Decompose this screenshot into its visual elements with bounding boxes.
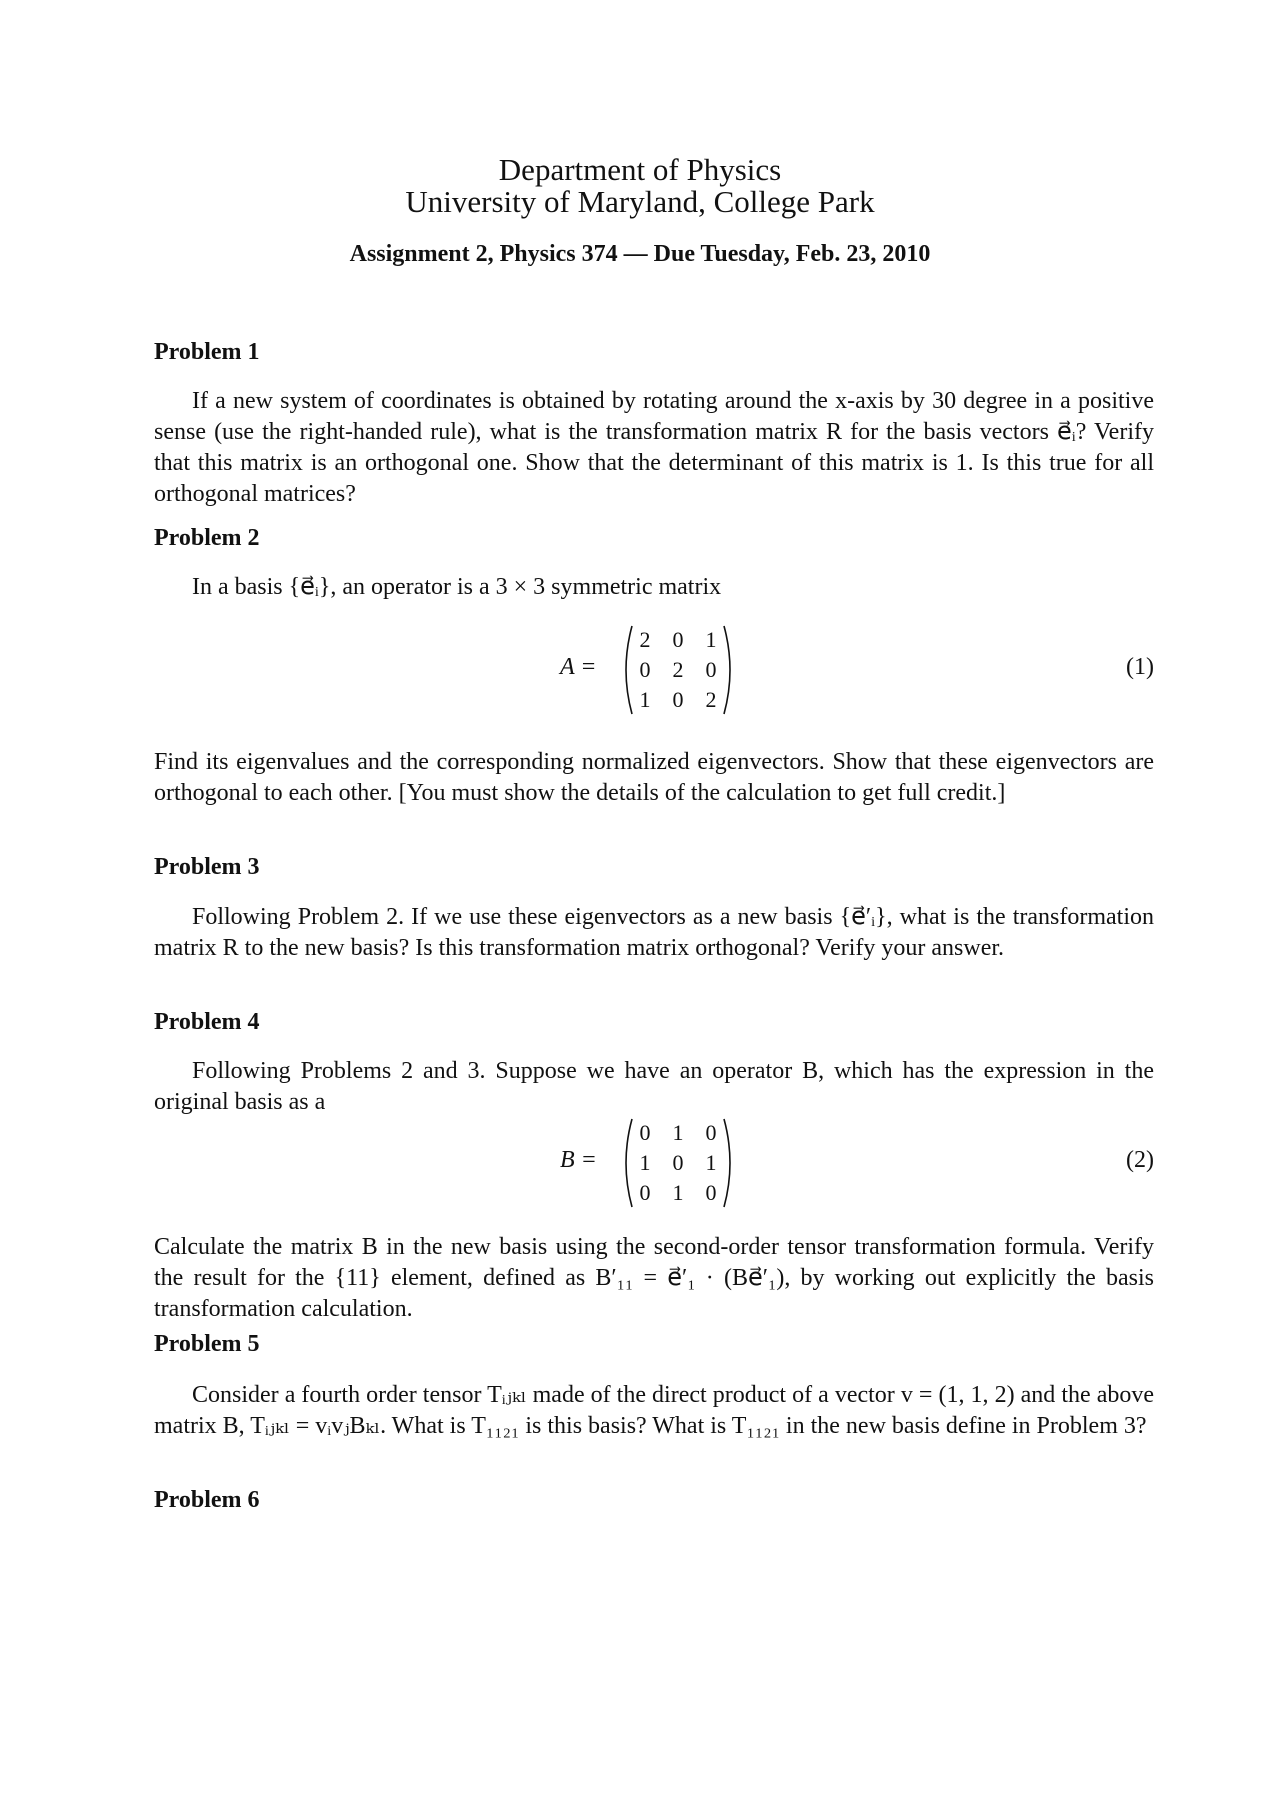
- matrix-b-label: B =: [560, 1147, 597, 1173]
- matrix-a-cell: 2: [705, 687, 717, 712]
- problem-1-heading: Problem 1: [154, 339, 260, 365]
- problem-2-heading: Problem 2: [154, 525, 260, 551]
- matrix-a-cell: 0: [672, 627, 684, 652]
- matrix-b-cell: 0: [705, 1180, 717, 1205]
- problem-6-heading: Problem 6: [154, 1487, 260, 1513]
- problem-2-intro: In a basis {e⃗ᵢ}, an operator is a 3 × 3 symmetric matrix: [192, 574, 722, 600]
- equation-1: [0, 620, 1280, 720]
- matrix-b: [618, 1115, 738, 1211]
- university-title: University of Maryland, College Park: [405, 184, 875, 219]
- problem-5-heading: Problem 5: [154, 1331, 260, 1357]
- problem-2-text: Find its eigenvalues and the corresponding normalized eigenvectors. Show that these eigenvectors are orthogonal to each other. [You must show the details of the calculation to get full credit.]: [154, 749, 1154, 806]
- matrix-a-cell: 0: [639, 657, 651, 682]
- problem-3-text: Following Problem 2. If we use these eigenvectors as a new basis {e⃗′ᵢ}, what is the transformation matrix R to the new basis? Is this transformation matrix orthogonal? Verify your answer.: [154, 904, 1154, 961]
- assignment-line: Assignment 2, Physics 374 — Due Tuesday, Feb. 23, 2010: [349, 241, 931, 267]
- equation-2: [0, 1113, 1280, 1213]
- problem-4-heading: Problem 4: [154, 1009, 260, 1035]
- department-title: Department of Physics: [498, 152, 782, 187]
- matrix-a-cell: 2: [639, 627, 651, 652]
- matrix-b-cell: 0: [672, 1150, 684, 1175]
- matrix-b-cell: 1: [705, 1150, 717, 1175]
- matrix-a: [618, 622, 738, 718]
- matrix-a-cell: 0: [672, 687, 684, 712]
- matrix-b-cell: 0: [639, 1180, 651, 1205]
- problem-4-text: Calculate the matrix B in the new basis using the second-order tensor transformation formula. Verify the result for the {11} element, defined as B′₁₁ = e⃗′₁ · (Be⃗′₁), by working out explicitly the basis transformation calculation.: [154, 1234, 1154, 1322]
- problem-1-text: If a new system of coordinates is obtained by rotating around the x-axis by 30 degree in a positive sense (use the right-handed rule), what is the transformation matrix R for the basis vectors e⃗ᵢ? Verify that this matrix is an orthogonal one. Show that the determinant of this matrix is 1. Is this true for all orthogonal matrices?: [154, 388, 1154, 507]
- matrix-b-cell: 1: [672, 1120, 684, 1145]
- problem-5-text: Consider a fourth order tensor Tᵢⱼₖₗ made of the direct product of a vector v = (1, 1, 2) and the above matrix B, Tᵢⱼₖₗ = vᵢvⱼBₖₗ. What is T₁₁₂₁ is this basis? What is T₁₁₂₁ in the new basis define in Problem 3?: [154, 1382, 1154, 1439]
- equation-2-number: (2): [1126, 1147, 1154, 1173]
- matrix-a-cell: 1: [705, 627, 717, 652]
- matrix-b-cell: 1: [639, 1150, 651, 1175]
- matrix-b-cell: 0: [705, 1120, 717, 1145]
- matrix-a-cell: 0: [705, 657, 717, 682]
- matrix-a-cell: 1: [639, 687, 651, 712]
- matrix-a-label: A =: [560, 654, 597, 680]
- problem-4-intro: Following Problems 2 and 3. Suppose we have an operator B, which has the expression in the original basis as a: [154, 1058, 1154, 1115]
- matrix-b-cell: 0: [639, 1120, 651, 1145]
- matrix-b-cell: 1: [672, 1180, 684, 1205]
- equation-1-number: (1): [1126, 654, 1154, 680]
- matrix-a-cell: 2: [672, 657, 684, 682]
- problem-3-heading: Problem 3: [154, 854, 260, 880]
